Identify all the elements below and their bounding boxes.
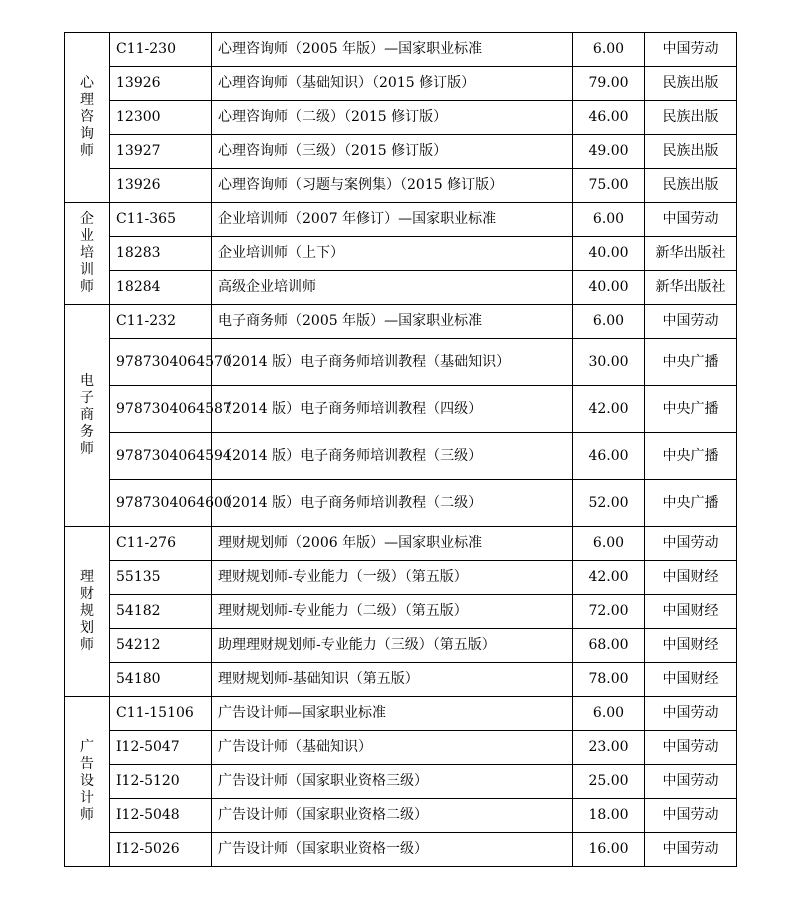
book-price: 68.00: [573, 629, 645, 663]
book-code: I12-5048: [110, 799, 212, 833]
book-publisher: 中国劳动: [645, 833, 737, 867]
category-cell: [65, 203, 110, 305]
book-publisher: 中国劳动: [645, 203, 737, 237]
category-label: 企业培训师: [80, 211, 94, 295]
book-code: 13927: [110, 135, 212, 169]
table-row: [65, 731, 737, 765]
book-publisher: 中央广播: [645, 433, 737, 480]
category-cell: [65, 527, 110, 697]
category-label: 理财规划师: [80, 569, 94, 653]
book-price: 79.00: [573, 67, 645, 101]
table-row: [65, 386, 737, 433]
book-price: 72.00: [573, 595, 645, 629]
book-title: 理财规划师-专业能力（一级）（第五版）: [212, 561, 573, 595]
table-row: [65, 169, 737, 203]
book-publisher: 中国劳动: [645, 731, 737, 765]
category-cell: [65, 305, 110, 527]
book-title: 广告设计师（国家职业资格二级）: [212, 799, 573, 833]
book-price: 75.00: [573, 169, 645, 203]
book-publisher: 中央广播: [645, 339, 737, 386]
book-title: （2014 版）电子商务师培训教程（二级）: [212, 480, 573, 527]
table-row: [65, 237, 737, 271]
category-cell: [65, 33, 110, 203]
book-title: 心理咨询师（二级）（2015 修订版）: [212, 101, 573, 135]
book-price: 18.00: [573, 799, 645, 833]
table-row: [65, 203, 737, 237]
book-publisher: 中国劳动: [645, 527, 737, 561]
book-title: 广告设计师—国家职业标准: [212, 697, 573, 731]
book-code: C11-365: [110, 203, 212, 237]
category-cell: [65, 697, 110, 867]
book-publisher: 新华出版社: [645, 271, 737, 305]
book-publisher: 新华出版社: [645, 237, 737, 271]
book-title: 心理咨询师（2005 年版）—国家职业标准: [212, 33, 573, 67]
table-row: [65, 33, 737, 67]
book-code: I12-5047: [110, 731, 212, 765]
book-price: 25.00: [573, 765, 645, 799]
book-catalog-table: [64, 32, 737, 867]
table-row: [65, 595, 737, 629]
book-publisher: 中国财经: [645, 663, 737, 697]
table-row: [65, 339, 737, 386]
book-code: C11-276: [110, 527, 212, 561]
book-publisher: 中国财经: [645, 561, 737, 595]
book-code: 54180: [110, 663, 212, 697]
book-code: 12300: [110, 101, 212, 135]
book-price: 23.00: [573, 731, 645, 765]
table-row: [65, 67, 737, 101]
book-publisher: 中央广播: [645, 480, 737, 527]
book-publisher: 中国劳动: [645, 33, 737, 67]
book-code: I12-5120: [110, 765, 212, 799]
table-row: [65, 697, 737, 731]
table-row: [65, 527, 737, 561]
table-row: [65, 305, 737, 339]
book-title: 广告设计师（国家职业资格一级）: [212, 833, 573, 867]
book-title: 企业培训师（2007 年修订）—国家职业标准: [212, 203, 573, 237]
table-row: [65, 799, 737, 833]
book-price: 6.00: [573, 305, 645, 339]
book-publisher: 中国财经: [645, 595, 737, 629]
book-code: 9787304064600: [110, 480, 212, 527]
book-publisher: 中国财经: [645, 629, 737, 663]
book-title: 广告设计师（国家职业资格三级）: [212, 765, 573, 799]
book-code: 18283: [110, 237, 212, 271]
book-title: 心理咨询师（基础知识）（2015 修订版）: [212, 67, 573, 101]
book-title: 理财规划师-专业能力（二级）（第五版）: [212, 595, 573, 629]
table-row: [65, 433, 737, 480]
book-publisher: 民族出版: [645, 67, 737, 101]
book-publisher: 民族出版: [645, 135, 737, 169]
book-title: 理财规划师（2006 年版）—国家职业标准: [212, 527, 573, 561]
book-price: 46.00: [573, 101, 645, 135]
table-row: [65, 480, 737, 527]
book-code: C11-230: [110, 33, 212, 67]
book-code: C11-15106: [110, 697, 212, 731]
category-label: 电子商务师: [80, 373, 94, 457]
book-price: 42.00: [573, 561, 645, 595]
book-price: 40.00: [573, 237, 645, 271]
book-title: 理财规划师-基础知识（第五版）: [212, 663, 573, 697]
book-title: （2014 版）电子商务师培训教程（四级）: [212, 386, 573, 433]
book-title: 高级企业培训师: [212, 271, 573, 305]
table-row: [65, 271, 737, 305]
book-price: 78.00: [573, 663, 645, 697]
book-publisher: 中国劳动: [645, 305, 737, 339]
table-row: [65, 765, 737, 799]
book-price: 30.00: [573, 339, 645, 386]
book-publisher: 中国劳动: [645, 799, 737, 833]
book-title: 电子商务师（2005 年版）—国家职业标准: [212, 305, 573, 339]
table-row: [65, 561, 737, 595]
book-code: 55135: [110, 561, 212, 595]
book-price: 52.00: [573, 480, 645, 527]
table-row: [65, 135, 737, 169]
book-code: 9787304064587: [110, 386, 212, 433]
book-title: 心理咨询师（三级）（2015 修订版）: [212, 135, 573, 169]
table-row: [65, 629, 737, 663]
book-title: （2014 版）电子商务师培训教程（三级）: [212, 433, 573, 480]
book-publisher: 民族出版: [645, 101, 737, 135]
book-code: 13926: [110, 67, 212, 101]
book-title: 助理理财规划师-专业能力（三级）（第五版）: [212, 629, 573, 663]
book-code: 54182: [110, 595, 212, 629]
book-price: 40.00: [573, 271, 645, 305]
book-price: 6.00: [573, 527, 645, 561]
book-title: 广告设计师（基础知识）: [212, 731, 573, 765]
book-price: 6.00: [573, 33, 645, 67]
table-row: [65, 101, 737, 135]
category-label: 广告设计师: [80, 739, 94, 823]
book-code: I12-5026: [110, 833, 212, 867]
book-price: 42.00: [573, 386, 645, 433]
book-code: 13926: [110, 169, 212, 203]
book-price: 6.00: [573, 203, 645, 237]
book-title: 心理咨询师（习题与案例集）（2015 修订版）: [212, 169, 573, 203]
book-code: 9787304064594: [110, 433, 212, 480]
book-price: 46.00: [573, 433, 645, 480]
book-publisher: 民族出版: [645, 169, 737, 203]
book-publisher: 中央广播: [645, 386, 737, 433]
book-code: 18284: [110, 271, 212, 305]
book-publisher: 中国劳动: [645, 697, 737, 731]
table-row: [65, 833, 737, 867]
book-code: 9787304064570: [110, 339, 212, 386]
book-code: C11-232: [110, 305, 212, 339]
catalog-body: [65, 33, 737, 867]
table-row: [65, 663, 737, 697]
book-code: 54212: [110, 629, 212, 663]
book-title: （2014 版）电子商务师培训教程（基础知识）: [212, 339, 573, 386]
book-price: 49.00: [573, 135, 645, 169]
book-price: 16.00: [573, 833, 645, 867]
book-publisher: 中国劳动: [645, 765, 737, 799]
book-price: 6.00: [573, 697, 645, 731]
book-title: 企业培训师（上下）: [212, 237, 573, 271]
category-label: 心理咨询师: [80, 75, 94, 159]
